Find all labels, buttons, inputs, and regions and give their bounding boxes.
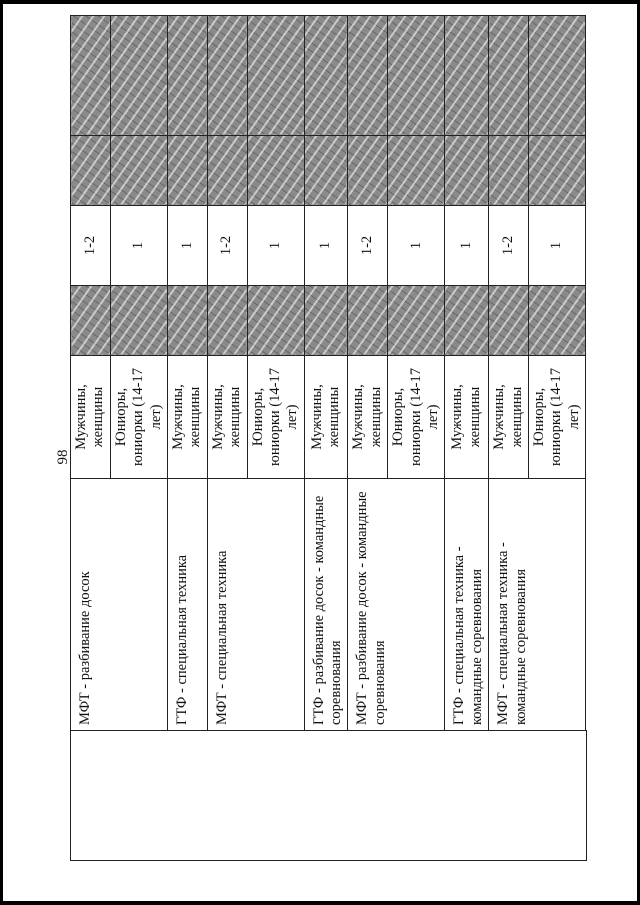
count-cell: 1 xyxy=(388,206,445,286)
blank-first-column xyxy=(71,731,587,861)
shaded-cell xyxy=(110,16,167,136)
page-number: 98 xyxy=(55,449,71,465)
shaded-cell xyxy=(388,16,445,136)
page-border-left xyxy=(0,0,3,905)
count-cell: 1-2 xyxy=(489,206,529,286)
count-cell: 1 xyxy=(110,206,167,286)
shaded-cell xyxy=(445,136,489,206)
count-cell: 1 xyxy=(247,206,304,286)
shaded-cell xyxy=(71,16,111,136)
group-cell: Мужчины, женщины xyxy=(348,356,388,479)
shaded-cell xyxy=(348,286,388,356)
discipline-cell: МФТ - разбивание досок - командные соревнования xyxy=(348,479,445,731)
discipline-cell: МФТ - специальная техника - командные соревнования xyxy=(489,479,586,731)
rotated-document xyxy=(70,16,582,861)
shaded-cell xyxy=(445,286,489,356)
count-cell: 1 xyxy=(528,206,585,286)
shaded-cell xyxy=(207,136,247,206)
discipline-cell: МФТ - специальная техника xyxy=(207,479,304,731)
group-cell: Мужчины, женщины xyxy=(207,356,247,479)
shaded-cell xyxy=(71,286,111,356)
shaded-cell xyxy=(388,136,445,206)
count-cell: 1-2 xyxy=(71,206,111,286)
shaded-cell xyxy=(489,16,529,136)
shaded-cell xyxy=(445,16,489,136)
count-cell: 1 xyxy=(167,206,207,286)
group-cell: Юниоры, юниорки (14-17 лет) xyxy=(110,356,167,479)
shaded-cell xyxy=(528,16,585,136)
count-cell: 1-2 xyxy=(207,206,247,286)
competition-table xyxy=(70,15,587,861)
group-cell: Юниоры, юниорки (14-17 лет) xyxy=(247,356,304,479)
count-cell: 1 xyxy=(445,206,489,286)
shaded-cell xyxy=(207,16,247,136)
shaded-cell xyxy=(110,136,167,206)
shaded-cell xyxy=(247,136,304,206)
shaded-cell xyxy=(528,286,585,356)
group-cell: Юниоры, юниорки (14-17 лет) xyxy=(528,356,585,479)
shaded-cell xyxy=(167,136,207,206)
shaded-cell xyxy=(167,16,207,136)
discipline-cell: ГТФ - специальная техника xyxy=(167,479,207,731)
shaded-cell xyxy=(167,286,207,356)
page-border-top xyxy=(0,0,640,4)
page-border-bottom xyxy=(0,901,640,905)
discipline-cell: МФТ - разбивание досок xyxy=(71,479,168,731)
group-cell: Мужчины, женщины xyxy=(304,356,348,479)
discipline-cell: ГТФ - разбивание досок - командные соревнования xyxy=(304,479,348,731)
discipline-cell: ГТФ - специальная техника - командные соревнования xyxy=(445,479,489,731)
shaded-cell xyxy=(489,286,529,356)
group-cell: Мужчины, женщины xyxy=(445,356,489,479)
shaded-cell xyxy=(207,286,247,356)
shaded-cell xyxy=(348,16,388,136)
shaded-cell xyxy=(304,286,348,356)
spacer-cell xyxy=(586,16,587,731)
shaded-cell xyxy=(247,16,304,136)
shaded-cell xyxy=(388,286,445,356)
count-cell: 1-2 xyxy=(348,206,388,286)
shaded-cell xyxy=(247,286,304,356)
count-cell: 1 xyxy=(304,206,348,286)
shaded-cell xyxy=(348,136,388,206)
shaded-cell xyxy=(304,16,348,136)
shaded-cell xyxy=(71,136,111,206)
table-row xyxy=(71,16,111,861)
group-cell: Юниоры, юниорки (14-17 лет) xyxy=(388,356,445,479)
group-cell: Мужчины, женщины xyxy=(167,356,207,479)
shaded-cell xyxy=(304,136,348,206)
shaded-cell xyxy=(489,136,529,206)
group-cell: Мужчины, женщины xyxy=(489,356,529,479)
group-cell: Мужчины, женщины xyxy=(71,356,111,479)
shaded-cell xyxy=(110,286,167,356)
shaded-cell xyxy=(528,136,585,206)
